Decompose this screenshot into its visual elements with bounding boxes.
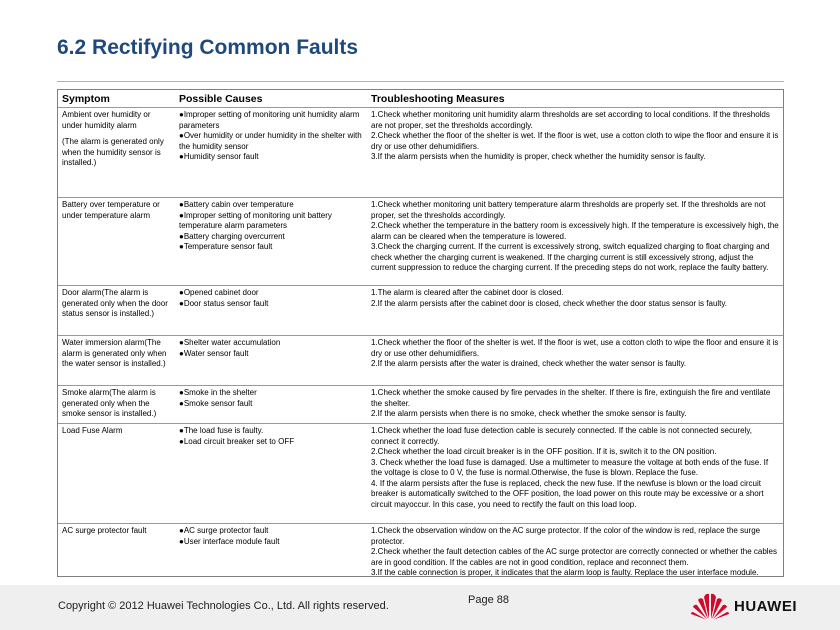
measures-cell	[367, 198, 783, 286]
faults-table	[58, 90, 783, 577]
symptom-text: Water immersion alarm(The alarm is generated only when the water sensor is installed.)	[62, 338, 167, 368]
cause-item: ●Improper setting of monitoring unit battery temperature alarm parameters	[179, 210, 332, 230]
measure-step: 2.Check whether the fault detection cables of the AC surge protector are correctly connected or whether the cables are in good condition. If the cables are not in good condition, replace and reconnect them.	[371, 547, 778, 567]
measures-cell	[367, 108, 783, 198]
symptom-cell	[58, 424, 175, 524]
huawei-logo-icon	[690, 590, 730, 620]
symptom-cell	[58, 286, 175, 336]
symptom-cell	[58, 198, 175, 286]
cause-item: ●Opened cabinet door	[179, 288, 259, 297]
causes-cell	[175, 336, 367, 386]
cause-item: ●Battery charging overcurrent	[179, 231, 285, 241]
symptom-cell	[58, 108, 175, 198]
cause-item: ●Over humidity or under humidity in the shelter with the humidity sensor	[179, 131, 362, 151]
cause-item: ●Door status sensor fault	[179, 298, 269, 308]
measure-step: 3. Check whether the load fuse is damaged. Use a multimeter to measure the voltage at both ends of the fuse. If the voltage is close to 0 V, the fuse is normal.Otherwise, the fuse is blown. Replace the fuse.	[371, 457, 769, 477]
cause-item: ●Humidity sensor fault	[179, 152, 259, 161]
cause-item: ●Shelter water accumulation	[179, 338, 281, 347]
causes-cell	[175, 198, 367, 286]
table-row	[58, 336, 783, 386]
table-row	[58, 386, 783, 424]
cause-item: ●User interface module fault	[179, 536, 280, 546]
table-row	[58, 286, 783, 336]
symptom-text: Ambient over humidity or under humidity alarm	[62, 110, 151, 130]
symptom-cell	[58, 386, 175, 424]
table-row	[58, 108, 783, 198]
measure-step: 2.If the alarm persists after the water is drained, check whether the water sensor is faulty.	[371, 359, 687, 368]
symptom-text: AC surge protector fault	[62, 526, 147, 535]
header-troubleshooting-measures: Troubleshooting Measures	[367, 90, 783, 108]
symptom-text: Load Fuse Alarm	[62, 426, 123, 435]
cause-item: ●Water sensor fault	[179, 348, 249, 358]
symptom-cell	[58, 336, 175, 386]
cause-item: ●Improper setting of monitoring unit humidity alarm parameters	[179, 110, 360, 130]
table-header-row	[58, 90, 783, 108]
measure-step: 1.Check the observation window on the AC surge protector. If the color of the window is red, replace the surge protector.	[371, 526, 761, 546]
symptom-note: (The alarm is generated only when the humidity sensor is installed.)	[62, 137, 164, 167]
slide-title: 6.2 Rectifying Common Faults	[57, 36, 359, 59]
measure-step: 2.Check whether the load circuit breaker is in the OFF position. If it is, switch it to the ON position.	[371, 447, 717, 456]
cause-item: ●Smoke in the shelter	[179, 388, 257, 397]
cause-item: ●The load fuse is faulty.	[179, 426, 264, 435]
measure-step: 1.Check whether monitoring unit battery temperature alarm thresholds are properly set. If the thresholds are not proper, set the thresholds accordingly.	[371, 200, 766, 220]
measures-cell	[367, 424, 783, 524]
header-possible-causes: Possible Causes	[175, 90, 367, 108]
measures-cell	[367, 336, 783, 386]
copyright-text: Copyright © 2012 Huawei Technologies Co., Ltd. All rights reserved.	[58, 600, 389, 612]
symptom-text: Smoke alarm(The alarm is generated only when the smoke sensor is installed.)	[62, 388, 157, 418]
measure-step: 1.The alarm is cleared after the cabinet door is closed.	[371, 288, 564, 297]
causes-cell	[175, 524, 367, 578]
measure-step: 3.If the alarm persists when the humidity is proper, check whether the humidity sensor is faulty.	[371, 152, 706, 161]
causes-cell	[175, 386, 367, 424]
table-row	[58, 198, 783, 286]
measures-cell	[367, 386, 783, 424]
cause-item: ●Temperature sensor fault	[179, 242, 273, 251]
causes-cell	[175, 108, 367, 198]
cause-item: ●Smoke sensor fault	[179, 398, 253, 408]
measure-step: 3.Check the charging current. If the current is excessively strong, switch equalized charging to float charging and check whether the charging current is weakened. If the charging current is still excessively strong, adjust the current suppression to reduce the charging current. If the preceding steps do not work, replace the faulty battery.	[371, 242, 770, 272]
symptom-text: Battery over temperature or under temperature alarm	[62, 200, 160, 220]
measures-cell	[367, 286, 783, 336]
causes-cell	[175, 286, 367, 336]
title-divider	[57, 81, 784, 82]
measures-cell	[367, 524, 783, 578]
causes-cell	[175, 424, 367, 524]
measure-step: 3.If the cable connection is proper, it indicates that the alarm loop is faulty. Replace the user interface module.	[371, 568, 759, 577]
page-number: Page 88	[468, 594, 509, 606]
measure-step: 2.If the alarm persists after the cabinet door is closed, check whether the door status sensor is faulty.	[371, 298, 728, 308]
cause-item: ●Load circuit breaker set to OFF	[179, 436, 295, 446]
table-row	[58, 424, 783, 524]
measure-step: 2.Check whether the temperature in the battery room is excessively high. If the temperature is excessively high, the alarm can be cleared when the temperature is lowered.	[371, 221, 779, 241]
measure-step: 4. If the alarm persists after the fuse is replaced, check the new fuse. If the newfuse is blown or the load circuit breaker is automatically switched to the OFF position, the load power on this route may be excessive or a short circuit mayoccur. In this case, you need to rectify the fault on this load loop.	[371, 478, 764, 509]
symptom-cell	[58, 524, 175, 578]
cause-item: ●Battery cabin over temperature	[179, 200, 294, 209]
faults-table-frame	[57, 89, 784, 577]
header-symptom: Symptom	[58, 90, 175, 108]
measure-step: 1.Check whether monitoring unit humidity alarm thresholds are set according to local conditions. If the thresholds are not proper, set the thresholds accordingly.	[371, 110, 770, 130]
measure-step: 1.Check whether the load fuse detection cable is securely connected. If the cable is not connected securely, connect it correctly.	[371, 426, 752, 446]
measure-step: 1.Check whether the floor of the shelter is wet. If the floor is wet, use a cotton cloth to wipe the floor and ensure it is dry or use other dehumidifiers.	[371, 338, 779, 358]
huawei-brand-text: HUAWEI	[734, 598, 797, 615]
table-row	[58, 524, 783, 578]
measure-step: 2.Check whether the floor of the shelter is wet. If the floor is wet, use a cotton cloth to wipe the floor and ensure it is dry or use other dehumidifiers.	[371, 131, 779, 151]
measure-step: 1.Check whether the smoke caused by fire pervades in the shelter. If there is fire, extinguish the fire and ventilate the shelter.	[371, 388, 771, 408]
symptom-text: Door alarm(The alarm is generated only when the door status sensor is installed.)	[62, 288, 168, 318]
cause-item: ●AC surge protector fault	[179, 526, 269, 535]
measure-step: 2.If the alarm persists when there is no smoke, check whether the smoke sensor is faulty.	[371, 409, 687, 418]
